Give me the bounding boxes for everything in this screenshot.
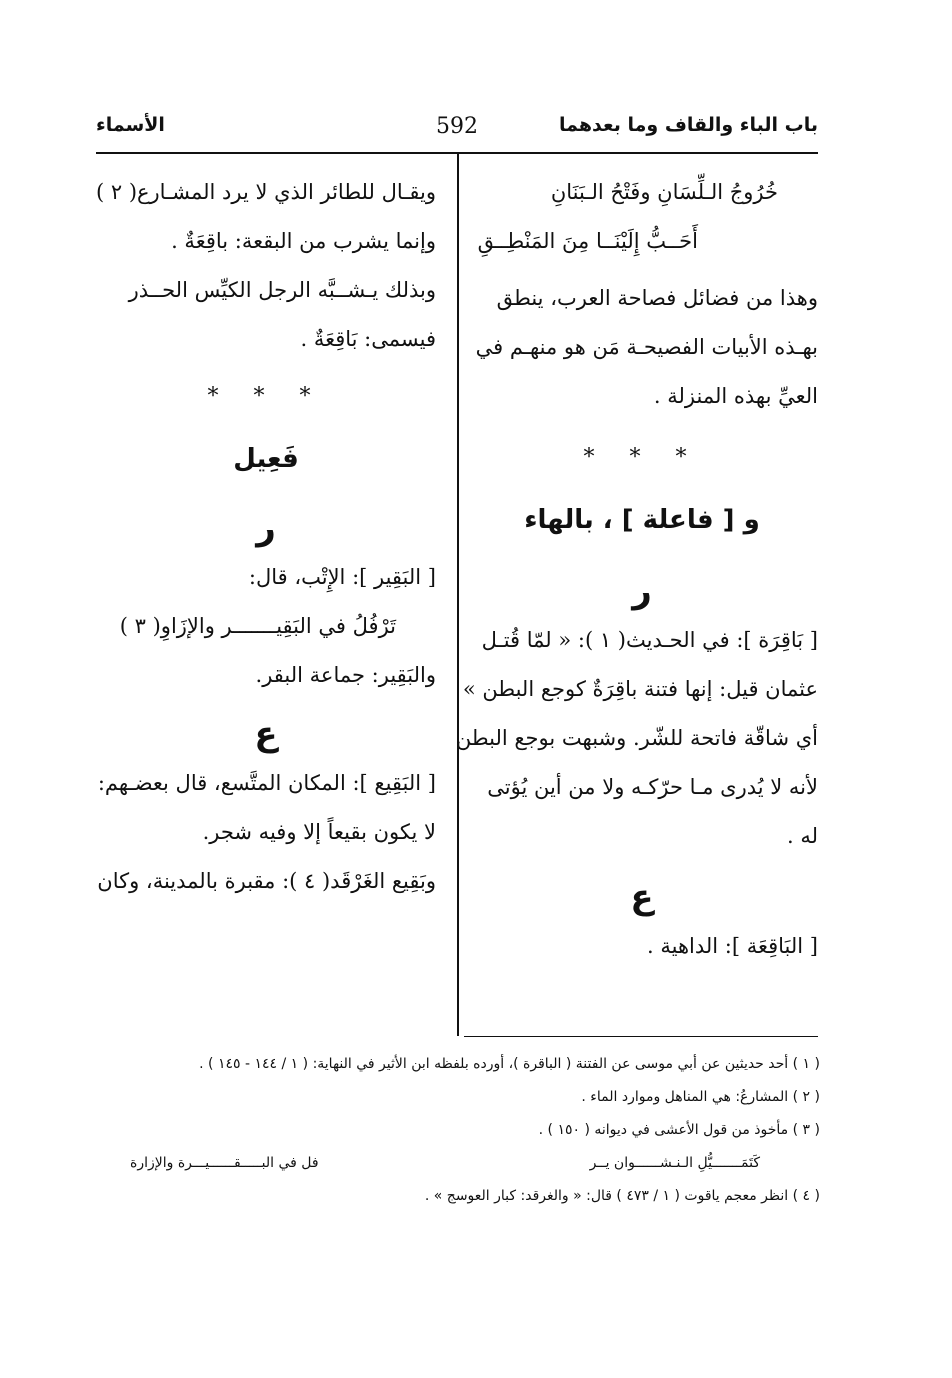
footnote-rule: [464, 1036, 818, 1037]
entry-line: [ البَقِير ]: الإِتْب، قال:: [248, 565, 436, 589]
section-separator: * * *: [207, 384, 325, 409]
entry-line: أي شاقّة فاتحة للشّر. وشبهت بوجع البطن: [455, 726, 818, 750]
entry-line: لا يكون بقيعاً إلا وفيه شجر.: [202, 820, 436, 844]
entry-line: [ البَاقِعَة ]: الداهية .: [647, 934, 818, 958]
entry-line: والبَقِير: جماعة البقر.: [255, 663, 436, 687]
paragraph-line: بهـذه الأبيات الفصيحـة مَن هو منهـم في: [475, 335, 818, 359]
footnote-3: ( ٣ ) مأخوذ من قول الأعشى في ديوانه ( ١٥٠ ) .: [538, 1122, 820, 1138]
page-header: [96, 108, 818, 148]
paragraph-line: ويقـال للطائر الذي لا يرد المشـارع( ٢ ): [95, 180, 436, 204]
verse-line: خُرُوجُ الـلِّسَانِ وفَتْحُ الـبَنَانِ: [550, 180, 778, 204]
footnote-verse-first-half: كَتَمَـــــــيُّلِ الـنـشــــــوان يــر: [589, 1155, 760, 1171]
entry-line: لأنه لا يُدرى مـا حرّكـه ولا من أين يُؤتى: [487, 775, 818, 799]
page-number: 592: [436, 114, 478, 139]
letter-heading: ع: [630, 877, 654, 917]
footnote-2: ( ٢ ) المشارعُ: هي المناهل وموارد الماء .: [581, 1089, 820, 1105]
paragraph-line: وبذلك يـشــبَّه الرجل الكيِّس الحــذر: [128, 278, 436, 302]
entry-line: وبَقِيع الغَرْقَد( ٤ ): مقبرة بالمدينة، وكان: [97, 869, 436, 893]
paragraph-line: وهذا من فضائل فصاحة العرب، ينطق: [496, 286, 818, 310]
letter-heading: ر: [632, 571, 652, 611]
column-divider: [457, 152, 459, 1036]
footnote-verse-second-half: فل في البـــــقــــــيـــرة والإزارة: [130, 1155, 319, 1171]
verse-line: تَرْفُلُ في البَقِيـــــــر والإزَاوِ( ٣ ): [119, 614, 396, 638]
letter-heading: ع: [254, 714, 278, 754]
entry-line: له .: [786, 824, 818, 848]
section-heading: فَعِيل: [233, 444, 299, 474]
entry-line: عثمان قيل: إنها فتنة باقِرَةٌ كوجع البطن »: [462, 677, 818, 701]
footnote-verse: [130, 1147, 820, 1180]
verse-line: أَحَــبُّ إِلَيْنَــا مِنَ المَنْطِــقِ: [477, 229, 698, 253]
paragraph-line: فيسمى: بَاقِعَةٌ .: [300, 327, 436, 351]
left-column: [96, 168, 436, 906]
section-title: الأسماء: [96, 114, 165, 136]
footnote-4: ( ٤ ) انظر معجم ياقوت ( ١ / ٤٧٣ ) قال: « والغرقد: كبار العوسج » .: [424, 1188, 820, 1204]
chapter-title: باب الباء والقاف وما بعدهما: [559, 114, 818, 136]
footnote-1: ( ١ ) أحد حديثين عن أبي موسى عن الفتنة ( الباقرة )، أورده بلفظه ابن الأثير في النهاية: ( ١ / ١٤٤ - ١٤٥ ) .: [199, 1056, 820, 1072]
paragraph-line: وإنما يشرب من البقعة: باقِعَةٌ .: [171, 229, 436, 253]
letter-heading: ر: [256, 508, 276, 548]
paragraph-line: العيِّ بهذه المنزلة .: [653, 384, 818, 408]
footnotes: [130, 1048, 820, 1213]
section-separator: * * *: [583, 445, 701, 470]
section-heading: و [ فاعلة ] ، بالهاء: [524, 505, 760, 535]
entry-line: [ البَقِيع ]: المكان المتَّسع، قال بعضـهم:: [97, 771, 436, 795]
entry-line: [ بَاقِرَة ]: في الحـديث( ١ ): « لمّا قُتـل: [481, 628, 818, 652]
right-column: [455, 168, 818, 971]
